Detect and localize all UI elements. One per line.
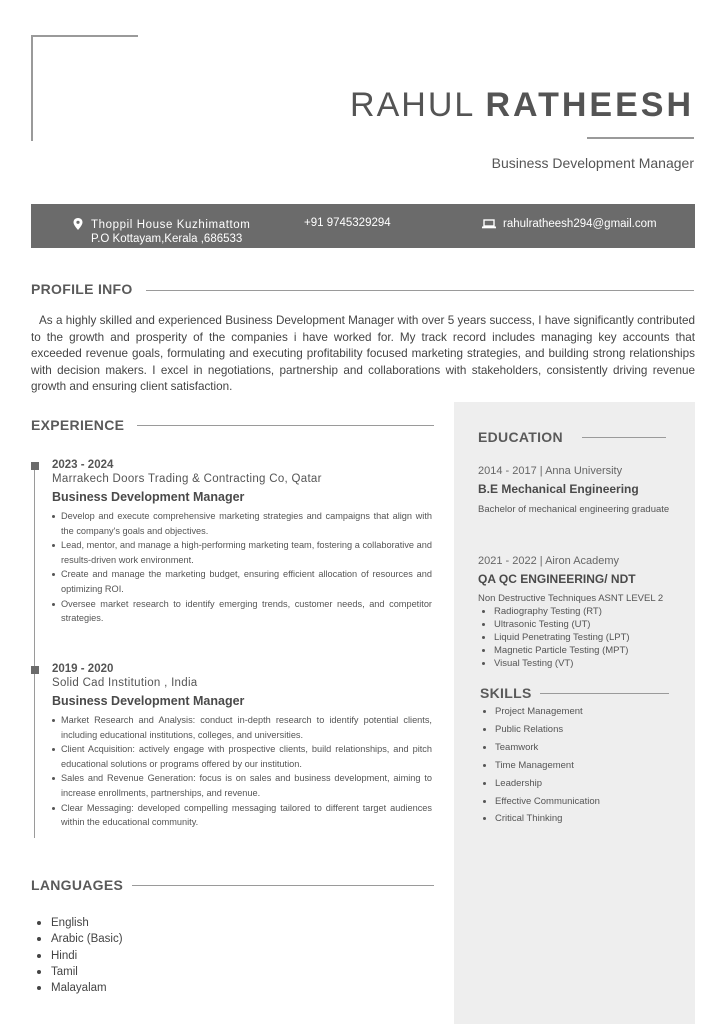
- timeline-marker: [31, 462, 39, 470]
- skills-heading-rule: [540, 693, 669, 694]
- experience-heading: EXPERIENCE: [31, 417, 125, 433]
- list-item: Sales and Revenue Generation: focus is on sales and business development, aiming to increase enrollments, partnerships, and revenue.: [61, 771, 432, 800]
- experience-company: Solid Cad Institution , India: [52, 677, 198, 689]
- list-item: Client Acquisition: actively engage with prospective clients, build relationships, and pitch educational solutions or programs offered by our institution.: [61, 742, 432, 771]
- profile-paragraph: As a highly skilled and experienced Business Development Manager with over 5 years success, I have significantly contributed to the growth and prosperity of the companies i have worked for. My track record includes managing key accounts that exceeded revenue goals, formulating and executing profitability focused marketing strategies, and building strong relationships with decision makers. I excel in negotiations, partnership and collaborations with stakeholders, consistently driving revenue growth and ensuring client satisfaction.: [31, 314, 695, 393]
- address-line-2: P.O Kottayam,Kerala ,686533: [91, 233, 243, 245]
- list-item: Develop and execute comprehensive marketing strategies and campaigns that align with the company's goals and objectives.: [61, 509, 432, 538]
- list-item: Lead, mentor, and manage a high-performing marketing team, fostering a collaborative and results-driven work environment.: [61, 538, 432, 567]
- corner-decoration-left: [31, 35, 33, 141]
- list-item: Radiography Testing (RT): [494, 605, 688, 618]
- experience-company: Marrakech Doors Trading & Contracting Co, Qatar: [52, 473, 322, 485]
- experience-years: 2023 - 2024: [52, 459, 114, 471]
- experience-bullets: [52, 509, 432, 626]
- education-description: Bachelor of mechanical engineering graduate: [478, 504, 670, 515]
- list-item: Hindi: [51, 948, 123, 964]
- list-item: Liquid Penetrating Testing (LPT): [494, 631, 688, 644]
- candidate-name: [350, 86, 694, 125]
- list-item: Critical Thinking: [495, 810, 600, 828]
- languages-heading: LANGUAGES: [31, 877, 124, 893]
- education-description: Non Destructive Techniques ASNT LEVEL 2: [478, 593, 664, 604]
- experience-role: Business Development Manager: [52, 694, 245, 708]
- education-degree: B.E Mechanical Engineering: [478, 482, 639, 496]
- profile-text: [31, 313, 695, 396]
- email-address[interactable]: rahulratheesh294@gmail.com: [503, 218, 657, 230]
- address-line-1: Thoppil House Kuzhimattom: [91, 219, 251, 231]
- experience-entry: [52, 663, 432, 830]
- experience-role: Business Development Manager: [52, 490, 245, 504]
- list-item: Public Relations: [495, 721, 600, 739]
- list-item: Tamil: [51, 964, 123, 980]
- education-degree: QA QC ENGINEERING/ NDT: [478, 572, 636, 586]
- list-item: Magnetic Particle Testing (MPT): [494, 644, 688, 657]
- languages-list: [31, 915, 123, 996]
- list-item: Visual Testing (VT): [494, 657, 688, 670]
- skills-list: [479, 703, 600, 828]
- laptop-icon: [482, 218, 496, 230]
- skills-heading: SKILLS: [480, 685, 532, 701]
- profile-heading: PROFILE INFO: [31, 281, 133, 297]
- education-entry: [478, 465, 688, 515]
- list-item: Arabic (Basic): [51, 931, 123, 947]
- job-title: Business Development Manager: [491, 155, 694, 171]
- address: [91, 218, 250, 246]
- phone-number: +91 9745329294: [304, 217, 391, 229]
- list-item: Ultrasonic Testing (UT): [494, 618, 688, 631]
- education-bullets: [478, 605, 688, 670]
- list-item: Oversee market research to identify emerging trends, customer needs, and competitor strategies.: [61, 597, 432, 626]
- experience-years: 2019 - 2020: [52, 663, 114, 675]
- languages-heading-rule: [132, 885, 434, 886]
- list-item: Malayalam: [51, 980, 123, 996]
- timeline-marker: [31, 666, 39, 674]
- list-item: Clear Messaging: developed compelling messaging tailored to different target audiences within the educational community.: [61, 801, 432, 830]
- education-heading-rule: [582, 437, 666, 438]
- experience-heading-rule: [137, 425, 434, 426]
- experience-bullets: [52, 713, 432, 830]
- corner-decoration-top: [31, 35, 138, 37]
- map-pin-icon: [73, 218, 83, 230]
- list-item: Time Management: [495, 757, 600, 775]
- list-item: Leadership: [495, 775, 600, 793]
- list-item: Teamwork: [495, 739, 600, 757]
- last-name: RATHEESH: [485, 86, 694, 124]
- education-heading: EDUCATION: [478, 429, 563, 445]
- list-item: Project Management: [495, 703, 600, 721]
- list-item: Effective Communication: [495, 793, 600, 811]
- contact-bar: [31, 204, 695, 248]
- education-entry: [478, 555, 688, 670]
- list-item: Market Research and Analysis: conduct in-depth research to identify potential clients, including educational institutions, colleges, and universities.: [61, 713, 432, 742]
- profile-heading-rule: [146, 290, 694, 291]
- first-name: RAHUL: [350, 86, 475, 124]
- list-item: English: [51, 915, 123, 931]
- name-underline: [587, 137, 694, 139]
- education-years: 2014 - 2017 | Anna University: [478, 465, 623, 477]
- list-item: Create and manage the marketing budget, ensuring efficient allocation of resources and optimizing ROI.: [61, 567, 432, 596]
- experience-entry: [52, 459, 432, 626]
- experience-timeline: [34, 465, 35, 838]
- education-years: 2021 - 2022 | Airon Academy: [478, 555, 620, 567]
